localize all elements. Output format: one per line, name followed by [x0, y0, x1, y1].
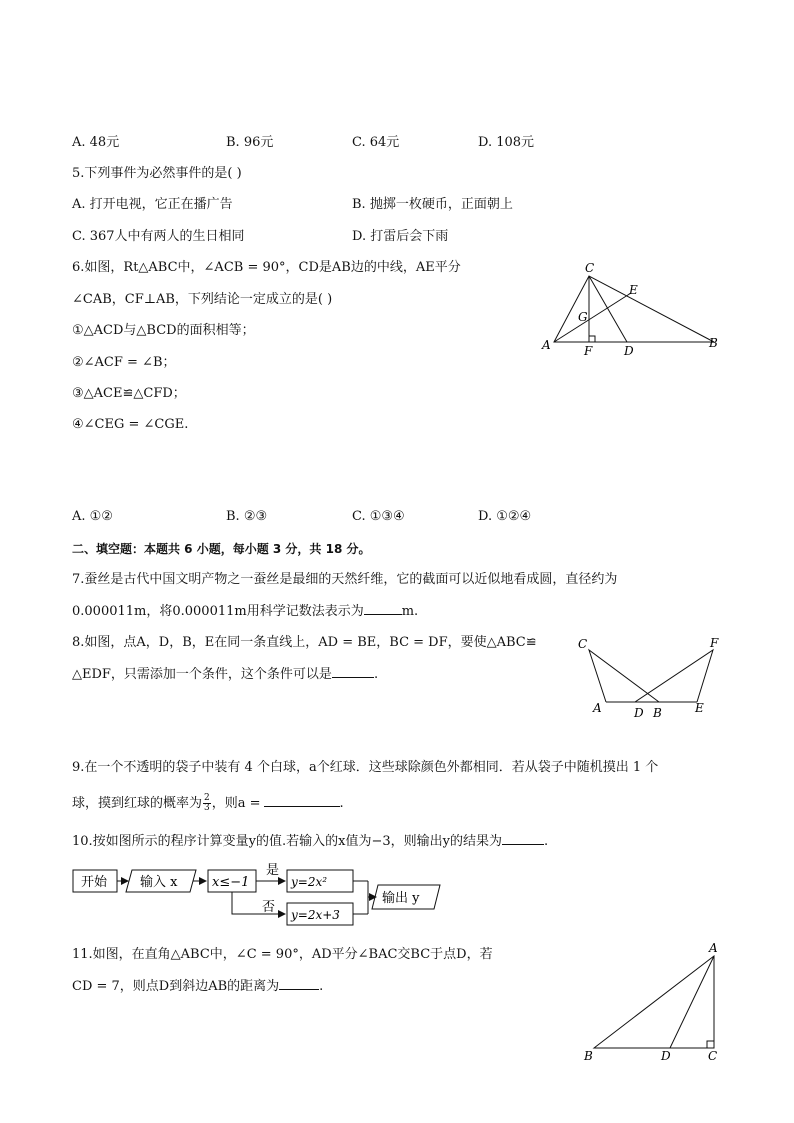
q9-text-2: ，则a =: [211, 796, 261, 811]
label-c: C: [585, 261, 595, 275]
q5-option-d: D. 打雷后会下雨: [352, 229, 449, 244]
label-a: A: [542, 338, 551, 352]
label-e: E: [629, 283, 638, 297]
label-d: D: [634, 706, 644, 720]
yes-label: 是: [266, 863, 280, 878]
label-b: B: [584, 1049, 593, 1063]
q11-stem-line1: 11.如图，在直角△ABC中，∠C = 90°，AD平分∠BAC交BC于点D，若: [72, 947, 493, 962]
q5-option-c: C. 367人中有两人的生日相同: [72, 229, 245, 244]
formula-no-label: y=2x+3: [291, 908, 340, 922]
q5-stem: 5.下列事件为必然事件的是( ): [72, 166, 242, 181]
no-label: 否: [262, 900, 276, 915]
q10-flowchart: [70, 858, 450, 930]
right-angle-mark: [589, 336, 595, 342]
q9-answer-blank[interactable]: [264, 794, 340, 807]
output-label: 输出 y: [382, 891, 420, 906]
q8-triangles-figure: [572, 632, 724, 720]
label-d: D: [661, 1049, 671, 1063]
q9-fraction-numerator: 2: [204, 793, 210, 803]
q9-stem-line1: 9.在一个不透明的袋子中装有 4 个白球，a个红球．这些球除颜色外都相同．若从袋子中随机摸出 1 个: [72, 760, 659, 775]
q11-period: .: [319, 979, 324, 994]
q7-stem-line2: [72, 602, 418, 621]
right-angle-mark: [707, 1041, 714, 1048]
label-c: C: [708, 1049, 718, 1063]
q4-option-c: C. 64元: [352, 135, 400, 150]
q8-text: △EDF，只需添加一个条件，这个条件可以是: [72, 667, 332, 682]
q9-period: .: [339, 796, 344, 811]
q10-text: 10.按如图所示的程序计算变量y的值.若输入的x值为−3，则输出y的结果为: [72, 834, 502, 849]
q11-text: CD = 7，则点D到斜边AB的距离为: [72, 979, 280, 994]
q6-triangle-figure: [536, 258, 726, 360]
label-d: D: [624, 344, 634, 358]
q4-option-d: D. 108元: [478, 135, 535, 150]
bisector-ad: [670, 956, 714, 1048]
q8-period: .: [373, 667, 379, 682]
q6-item-3: ③△ACE≌△CFD；: [72, 386, 186, 401]
triangle-abc: [589, 650, 659, 702]
triangle-abc: [594, 956, 714, 1048]
label-a: A: [709, 941, 718, 955]
label-b: B: [709, 336, 718, 350]
label-g: G: [578, 310, 588, 324]
start-label: 开始: [81, 875, 108, 890]
q9-fraction: [203, 794, 211, 813]
q6-option-c: C. ①③④: [352, 509, 405, 524]
q6-item-1: ①△ACD与△BCD的面积相等；: [72, 323, 255, 338]
q4-option-b: B. 96元: [226, 135, 274, 150]
q5-option-a: A. 打开电视，它正在播广告: [72, 197, 233, 212]
q6-stem-line1: 6.如图，Rt△ABC中，∠ACB = 90°，CD是AB边的中线，AE平分: [72, 260, 461, 275]
label-e: E: [695, 701, 704, 715]
q10-stem: [72, 832, 548, 851]
q6-item-4: ④∠CEG = ∠CGE.: [72, 417, 189, 432]
q7-stem-line1: 7.蚕丝是古代中国文明产物之一蚕丝是最细的天然纤维，它的截面可以近似地看成圆，直径约为: [72, 572, 618, 587]
q11-stem-line2: [72, 977, 323, 996]
q9-fraction-denominator: 3: [204, 803, 210, 813]
q9-stem-line2: [72, 794, 344, 813]
label-a: A: [593, 701, 602, 715]
q10-period: .: [544, 834, 549, 849]
label-b: B: [653, 706, 662, 720]
label-c: C: [578, 637, 588, 651]
section-heading-fill-blank: 二、填空题：本题共 6 小题，每小题 3 分，共 18 分。: [72, 542, 371, 556]
bisector-ae: [554, 293, 631, 342]
q7-answer-blank[interactable]: [364, 602, 402, 615]
q8-stem-line1: 8.如图，点A，D，B，E在同一条直线上，AD = BE，BC = DF，要使△ABC≌: [72, 635, 537, 650]
formula-yes-label: y=2x²: [291, 875, 328, 889]
label-f: F: [710, 636, 719, 650]
input-label: 输入 x: [140, 875, 178, 890]
triangle-edf: [635, 650, 713, 702]
q6-stem-line2: ∠CAB，CF⊥AB，下列结论一定成立的是( ): [72, 292, 333, 307]
q4-option-a: A. 48元: [72, 135, 120, 150]
q5-option-b: B. 抛掷一枚硬币，正面朝上: [352, 197, 513, 212]
q8-answer-blank[interactable]: [332, 665, 374, 678]
q6-option-d: D. ①②④: [478, 509, 532, 524]
q6-option-a: A. ①②: [72, 509, 113, 524]
q11-answer-blank[interactable]: [279, 977, 319, 990]
condition-label: x≤−1: [212, 875, 250, 890]
q9-text: 球，摸到红球的概率为: [72, 796, 203, 811]
q10-answer-blank[interactable]: [502, 832, 544, 845]
q11-triangle-figure: [578, 940, 728, 1064]
q8-stem-line2: [72, 665, 378, 684]
q6-option-b: B. ②③: [226, 509, 268, 524]
q7-text: 0.000011m，将0.000011m用科学记数法表示为: [72, 604, 364, 619]
q7-unit: m.: [401, 604, 419, 619]
q6-item-2: ②∠ACF = ∠B；: [72, 355, 176, 370]
label-f: F: [584, 344, 593, 358]
